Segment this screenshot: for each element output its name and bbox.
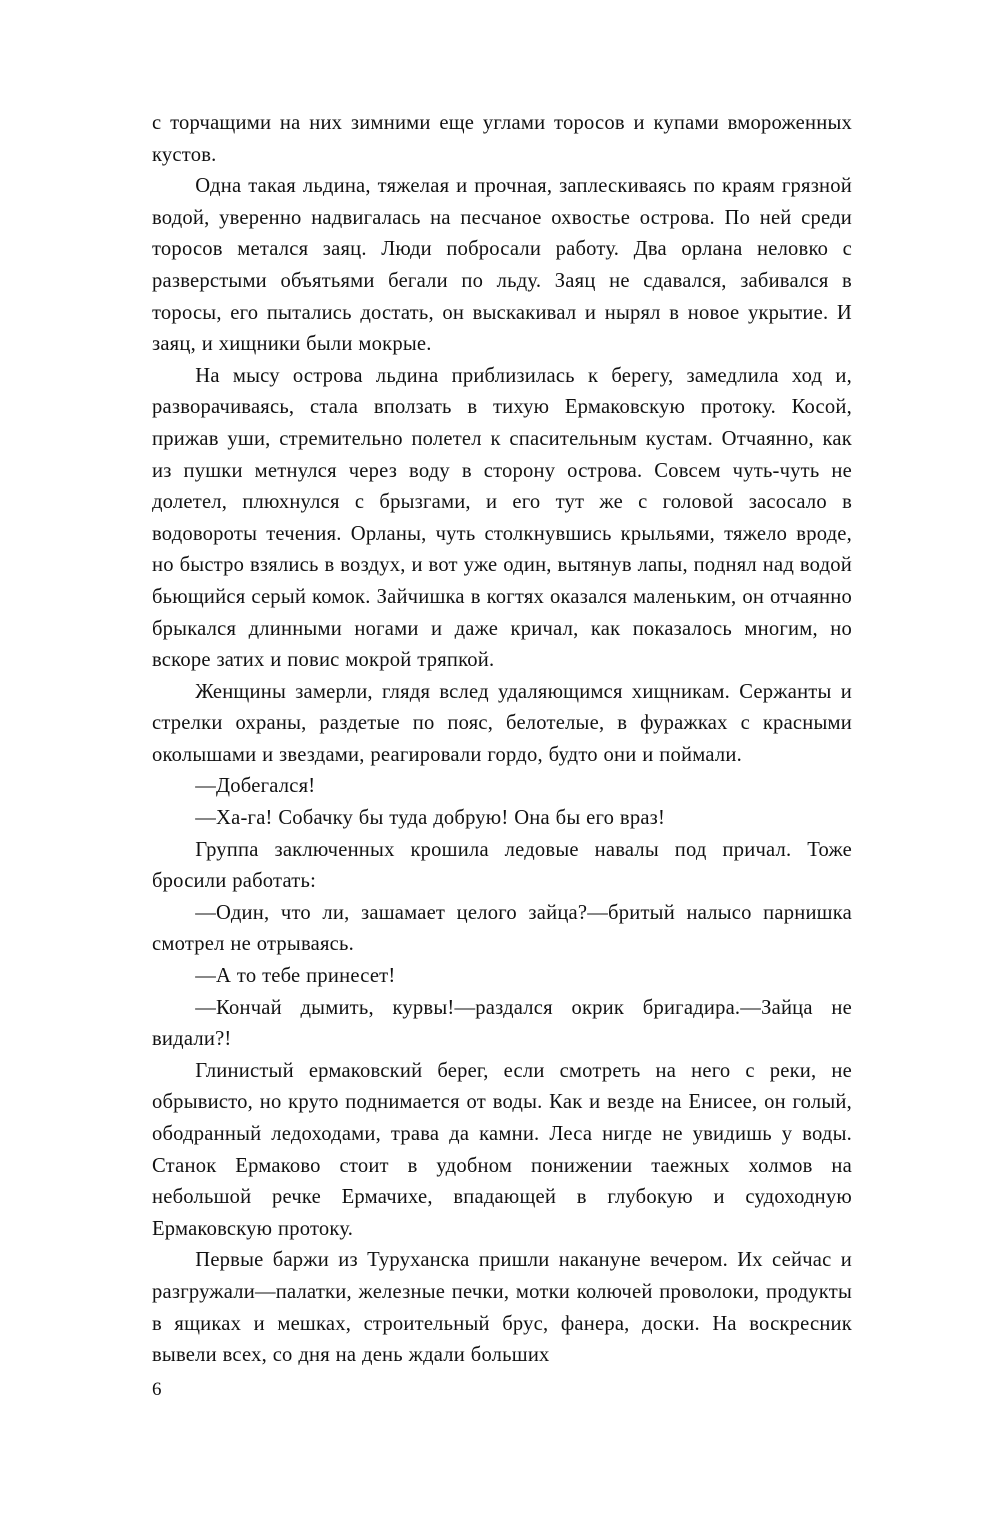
page-number: 6 bbox=[152, 1379, 162, 1400]
dialogue-line: —Ха-га! Собачку бы туда добрую! Она бы его враз! bbox=[195, 807, 666, 830]
paragraph: Одна такая льдина, тяжелая и прочная, заплескиваясь по краям грязной водой, уверенно надвигалась на песчаное охвостье острова. По ней среди торосов метался заяц. Люди побросали работу. Два орлана неловко с разверстыми объятьями бегали по льду. Заяц не сдавался, забивался в торосы, его пытались достать, он выскакивал и нырял в новое укрытие. И заяц, и хищники были мокрые. bbox=[152, 175, 852, 356]
paragraph: Глинистый ермаковский берег, если смотреть на него с реки, не обрывисто, но круто поднимается от воды. Как и везде на Енисее, он голый, ободранный ледоходами, трава да камни. Леса нигде не увидишь у воды. Станок Ермаково стоит в удобном понижении таежных холмов на небольшой речке Ермачихе, впадающей в глубокую и судоходную Ермаковскую протоку. bbox=[152, 1059, 852, 1240]
paragraph: На мысу острова льдина приблизилась к берегу, замедлила ход и, разворачиваясь, стала вползать в тихую Ермаковскую протоку. Косой, прижав уши, стремительно полетел к спасительным кустам. Отчаянно, как из пушки метнулся через воду в сторону острова. Совсем чуть-чуть не долетел, плюхнулся с брызгами, и его тут же с головой засосало в водовороты течения. Орланы, чуть столкнувшись крыльями, тяжело вроде, но быстро взялись в воздух, и вот уже один, вытянув лапы, поднял над водой бьющийся серый комок. Зайчишка в когтях оказался маленьким, он отчаянно брыкался длинными ногами и даже кричал, как показалось многим, но вскоре затих и повис мокрой тряпкой. bbox=[152, 364, 852, 672]
dialogue-line: —Один, что ли, зашамает целого зайца?—бритый налысо парнишка смотрел не отрываясь. bbox=[152, 901, 852, 956]
paragraph: Первые баржи из Туруханска пришли накануне вечером. Их сейчас и разгружали—палатки, железные печки, мотки колючей проволоки, продукты в ящиках и мешках, строительный брус, фанера, доски. На воскресник вывели всех, со дня на день ждали больших bbox=[152, 1249, 852, 1367]
dialogue-line: —Добегался! bbox=[195, 775, 316, 798]
paragraph: с торчащими на них зимними еще углами торосов и купами вмороженных кустов. bbox=[152, 112, 852, 166]
paragraph: Женщины замерли, глядя вслед удаляющимся хищникам. Сержанты и стрелки охраны, раздетые по пояс, белотелые, в фуражках с красными околышами и звездами, реагировали гордо, будто они и поймали. bbox=[152, 680, 852, 766]
dialogue-line: —А то тебе принесет! bbox=[195, 965, 396, 988]
paragraph: Группа заключенных крошила ледовые навалы под причал. Тоже бросили работать: bbox=[152, 838, 852, 893]
body-text-column bbox=[152, 108, 852, 1372]
dialogue-line: —Кончай дымить, курвы!—раздался окрик бригадира.—Зайца не видали?! bbox=[152, 996, 852, 1051]
